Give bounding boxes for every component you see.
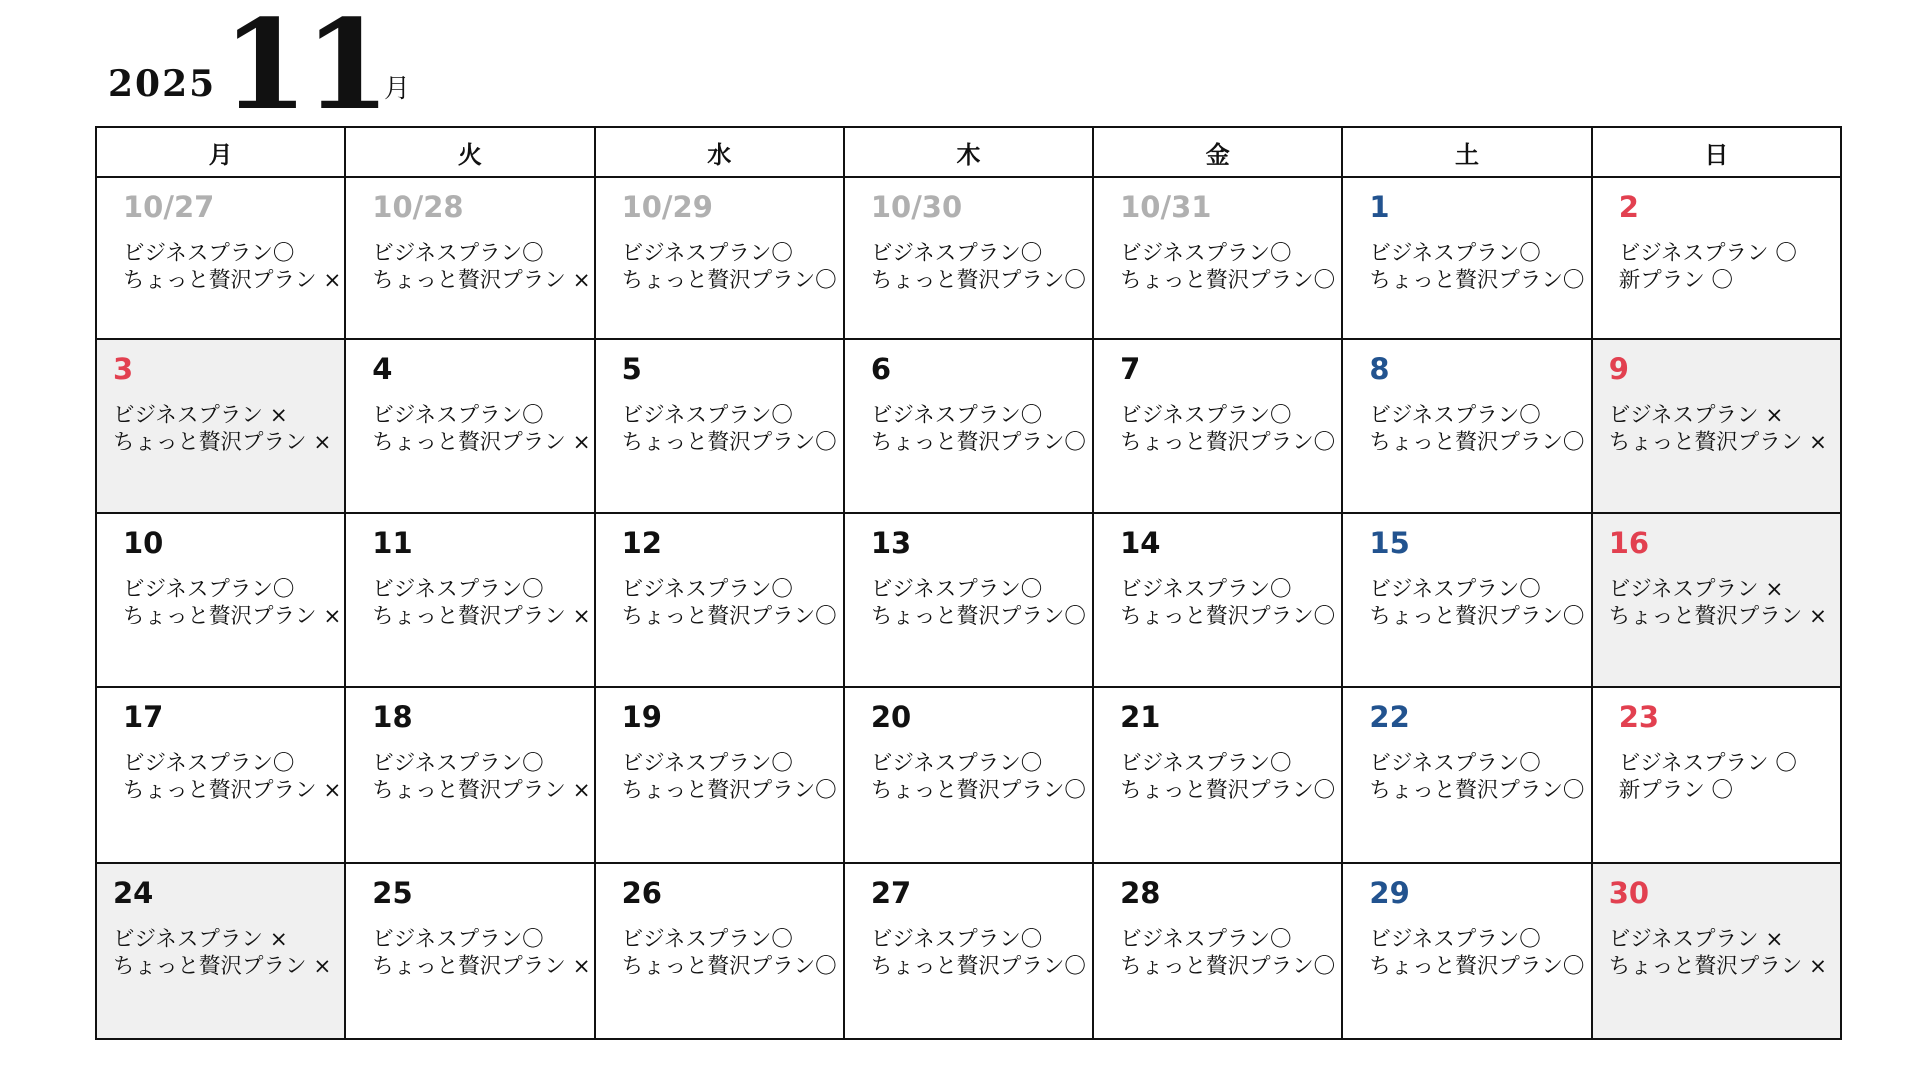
day-cell[interactable] xyxy=(96,513,345,687)
day-cell[interactable] xyxy=(1093,177,1342,339)
business-plan-status: ビジネスプラン〇 xyxy=(372,403,544,428)
week-row xyxy=(96,687,1841,863)
day-cell[interactable] xyxy=(345,177,594,339)
business-plan-status: ビジネスプラン × xyxy=(113,403,288,428)
business-plan-status: ビジネスプラン〇 xyxy=(621,751,793,776)
day-cell[interactable] xyxy=(345,687,594,863)
secondary-plan-status: ちょっと贅沢プラン × xyxy=(372,954,591,979)
secondary-plan-status: ちょっと贅沢プラン × xyxy=(372,778,591,803)
business-plan-status: ビジネスプラン × xyxy=(1608,577,1784,602)
business-plan-status: ビジネスプラン × xyxy=(113,927,288,952)
secondary-plan-status: ちょっと贅沢プラン × xyxy=(372,604,591,629)
business-plan-status: ビジネスプラン〇 xyxy=(1369,751,1541,776)
secondary-plan-status: ちょっと贅沢プラン × xyxy=(372,268,591,293)
day-cell[interactable] xyxy=(844,687,1093,863)
business-plan-status: ビジネスプラン × xyxy=(1608,403,1784,428)
day-cell[interactable] xyxy=(1093,513,1342,687)
day-number: 26 xyxy=(621,876,662,910)
day-cell[interactable] xyxy=(844,177,1093,339)
business-plan-status: ビジネスプラン〇 xyxy=(621,403,793,428)
week-row xyxy=(96,863,1841,1039)
business-plan-status: ビジネスプラン〇 xyxy=(1369,241,1541,266)
business-plan-status: ビジネスプラン〇 xyxy=(870,927,1043,952)
weekday-header-sun: 日 xyxy=(1592,127,1841,177)
weekday-header-wed: 水 xyxy=(595,127,844,177)
day-number: 7 xyxy=(1120,352,1141,386)
day-cell[interactable] xyxy=(1342,177,1591,339)
business-plan-status: ビジネスプラン〇 xyxy=(372,241,544,266)
secondary-plan-status: ちょっと贅沢プラン〇 xyxy=(1369,268,1585,293)
secondary-plan-status: ちょっと贅沢プラン〇 xyxy=(621,954,837,979)
day-cell[interactable] xyxy=(1592,863,1841,1039)
business-plan-status: ビジネスプラン 〇 xyxy=(1618,241,1797,266)
secondary-plan-status: ちょっと贅沢プラン〇 xyxy=(621,778,837,803)
secondary-plan-status: ちょっと贅沢プラン〇 xyxy=(1120,778,1336,803)
day-number: 8 xyxy=(1369,352,1390,386)
secondary-plan-status: ちょっと贅沢プラン〇 xyxy=(1120,268,1336,293)
day-cell[interactable] xyxy=(345,513,594,687)
day-number: 19 xyxy=(621,700,662,734)
secondary-plan-status: ちょっと贅沢プラン〇 xyxy=(870,604,1086,629)
day-number: 29 xyxy=(1369,876,1410,910)
secondary-plan-status: ちょっと贅沢プラン〇 xyxy=(1369,604,1585,629)
day-cell[interactable] xyxy=(96,863,345,1039)
day-cell[interactable] xyxy=(1592,687,1841,863)
day-cell[interactable] xyxy=(844,863,1093,1039)
secondary-plan-status: ちょっと贅沢プラン〇 xyxy=(1369,954,1585,979)
secondary-plan-status: ちょっと贅沢プラン × xyxy=(113,954,332,979)
day-number: 6 xyxy=(870,352,892,386)
secondary-plan-status: 新プラン 〇 xyxy=(1618,268,1734,293)
day-cell[interactable] xyxy=(1592,177,1841,339)
business-plan-status: ビジネスプラン〇 xyxy=(1120,403,1292,428)
business-plan-status: ビジネスプラン〇 xyxy=(870,403,1043,428)
day-number: 11 xyxy=(372,526,413,560)
day-number: 28 xyxy=(1120,876,1161,910)
day-cell[interactable] xyxy=(595,339,844,513)
day-cell[interactable] xyxy=(345,339,594,513)
calendar-grid xyxy=(95,126,1842,1040)
business-plan-status: ビジネスプラン〇 xyxy=(372,751,544,776)
day-number: 3 xyxy=(113,352,134,386)
business-plan-status: ビジネスプラン〇 xyxy=(621,241,793,266)
day-cell[interactable] xyxy=(595,687,844,863)
week-row xyxy=(96,513,1841,687)
day-number: 18 xyxy=(372,700,413,734)
business-plan-status: ビジネスプラン〇 xyxy=(621,927,793,952)
day-number: 12 xyxy=(621,526,662,560)
day-cell[interactable] xyxy=(1342,863,1591,1039)
day-cell[interactable] xyxy=(1342,513,1591,687)
day-number: 21 xyxy=(1120,700,1161,734)
day-number: 10/28 xyxy=(372,190,464,224)
day-number: 15 xyxy=(1369,526,1410,560)
year-label: 2025 xyxy=(108,63,217,105)
day-number: 30 xyxy=(1608,876,1650,910)
day-number: 17 xyxy=(123,700,164,734)
day-number: 10/29 xyxy=(621,190,713,224)
day-cell[interactable] xyxy=(1093,863,1342,1039)
secondary-plan-status: 新プラン 〇 xyxy=(1618,778,1734,803)
secondary-plan-status: ちょっと贅沢プラン × xyxy=(123,604,342,629)
day-number: 2 xyxy=(1618,190,1639,224)
day-number: 24 xyxy=(113,876,154,910)
day-number: 25 xyxy=(372,876,413,910)
business-plan-status: ビジネスプラン〇 xyxy=(870,751,1043,776)
secondary-plan-status: ちょっと贅沢プラン × xyxy=(1608,430,1828,455)
day-cell[interactable] xyxy=(1342,687,1591,863)
week-row xyxy=(96,339,1841,513)
day-number: 14 xyxy=(1120,526,1161,560)
month-unit-label: 月 xyxy=(384,74,411,104)
day-number: 10/30 xyxy=(870,190,963,224)
secondary-plan-status: ちょっと贅沢プラン × xyxy=(123,778,342,803)
business-plan-status: ビジネスプラン〇 xyxy=(1369,577,1541,602)
day-cell[interactable] xyxy=(96,339,345,513)
weekday-header-sat: 土 xyxy=(1342,127,1591,177)
secondary-plan-status: ちょっと贅沢プラン〇 xyxy=(870,954,1086,979)
secondary-plan-status: ちょっと贅沢プラン × xyxy=(1608,604,1828,629)
business-plan-status: ビジネスプラン〇 xyxy=(372,927,544,952)
secondary-plan-status: ちょっと贅沢プラン〇 xyxy=(1120,430,1336,455)
secondary-plan-status: ちょっと贅沢プラン〇 xyxy=(870,430,1086,455)
weekday-header-mon: 月 xyxy=(96,127,345,177)
day-cell[interactable] xyxy=(595,177,844,339)
business-plan-status: ビジネスプラン 〇 xyxy=(1618,751,1797,776)
business-plan-status: ビジネスプラン〇 xyxy=(1120,241,1292,266)
day-cell[interactable] xyxy=(844,339,1093,513)
business-plan-status: ビジネスプラン〇 xyxy=(123,751,295,776)
business-plan-status: ビジネスプラン × xyxy=(1608,927,1784,952)
day-number: 9 xyxy=(1608,352,1629,386)
day-number: 10 xyxy=(123,526,164,560)
day-number: 4 xyxy=(372,352,393,386)
business-plan-status: ビジネスプラン〇 xyxy=(1120,751,1292,776)
day-cell[interactable] xyxy=(96,177,345,339)
day-number: 10/31 xyxy=(1120,190,1212,224)
day-cell[interactable] xyxy=(1592,513,1841,687)
business-plan-status: ビジネスプラン〇 xyxy=(870,241,1043,266)
business-plan-status: ビジネスプラン〇 xyxy=(123,577,295,602)
secondary-plan-status: ちょっと贅沢プラン〇 xyxy=(1369,778,1585,803)
weekday-header-row xyxy=(96,127,1841,177)
day-cell[interactable] xyxy=(844,513,1093,687)
day-number: 22 xyxy=(1369,700,1410,734)
business-plan-status: ビジネスプラン〇 xyxy=(123,241,295,266)
secondary-plan-status: ちょっと贅沢プラン〇 xyxy=(1120,954,1336,979)
week-row xyxy=(96,177,1841,339)
day-cell[interactable] xyxy=(595,863,844,1039)
business-plan-status: ビジネスプラン〇 xyxy=(1120,577,1292,602)
secondary-plan-status: ちょっと贅沢プラン × xyxy=(113,430,332,455)
secondary-plan-status: ちょっと贅沢プラン〇 xyxy=(621,268,837,293)
business-plan-status: ビジネスプラン〇 xyxy=(1369,403,1541,428)
weekday-header-thu: 木 xyxy=(844,127,1093,177)
day-number: 20 xyxy=(870,700,912,734)
secondary-plan-status: ちょっと贅沢プラン〇 xyxy=(1120,604,1336,629)
day-number: 23 xyxy=(1618,700,1660,734)
secondary-plan-status: ちょっと贅沢プラン × xyxy=(372,430,591,455)
day-cell[interactable] xyxy=(1093,339,1342,513)
secondary-plan-status: ちょっと贅沢プラン〇 xyxy=(621,604,837,629)
secondary-plan-status: ちょっと贅沢プラン〇 xyxy=(1369,430,1585,455)
secondary-plan-status: ちょっと贅沢プラン × xyxy=(123,268,342,293)
day-cell[interactable] xyxy=(1342,339,1591,513)
weekday-header-fri: 金 xyxy=(1093,127,1342,177)
day-number: 1 xyxy=(1369,190,1390,224)
day-cell[interactable] xyxy=(345,863,594,1039)
day-cell[interactable] xyxy=(595,513,844,687)
secondary-plan-status: ちょっと贅沢プラン〇 xyxy=(870,778,1086,803)
day-number: 10/27 xyxy=(123,190,215,224)
secondary-plan-status: ちょっと贅沢プラン〇 xyxy=(621,430,837,455)
business-plan-status: ビジネスプラン〇 xyxy=(1369,927,1541,952)
weekday-header-tue: 火 xyxy=(345,127,594,177)
business-plan-status: ビジネスプラン〇 xyxy=(870,577,1043,602)
day-number: 16 xyxy=(1608,526,1650,560)
secondary-plan-status: ちょっと贅沢プラン × xyxy=(1608,954,1828,979)
month-number: 11 xyxy=(222,0,387,138)
day-number: 5 xyxy=(621,352,642,386)
day-cell[interactable] xyxy=(1592,339,1841,513)
secondary-plan-status: ちょっと贅沢プラン〇 xyxy=(870,268,1086,293)
business-plan-status: ビジネスプラン〇 xyxy=(372,577,544,602)
business-plan-status: ビジネスプラン〇 xyxy=(1120,927,1292,952)
day-number: 13 xyxy=(870,526,912,560)
business-plan-status: ビジネスプラン〇 xyxy=(621,577,793,602)
day-number: 27 xyxy=(870,876,912,910)
day-cell[interactable] xyxy=(1093,687,1342,863)
day-cell[interactable] xyxy=(96,687,345,863)
